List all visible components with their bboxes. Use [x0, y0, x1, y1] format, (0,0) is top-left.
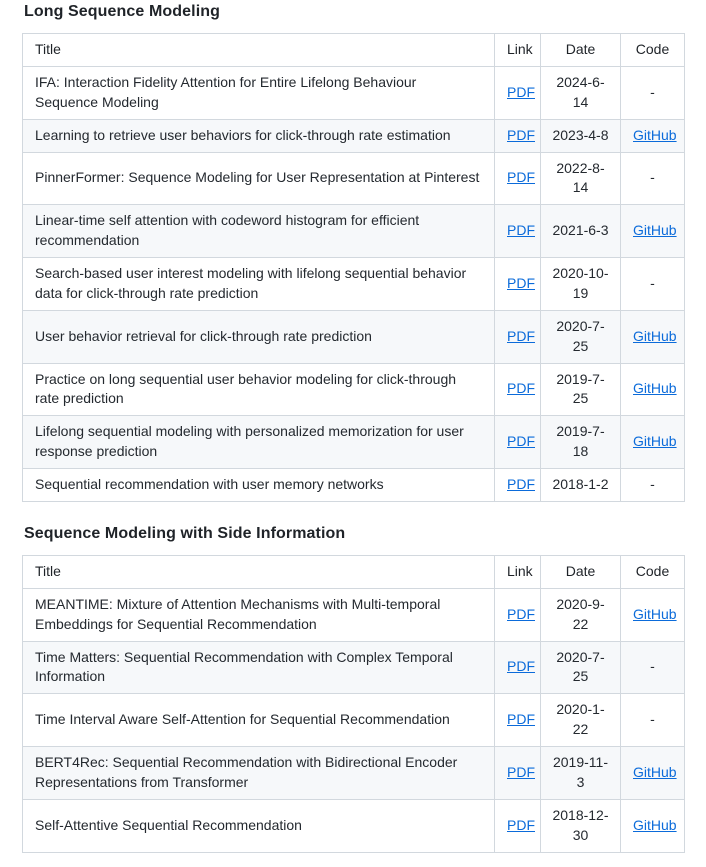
paper-section [22, 525, 685, 853]
code-cell: - [621, 152, 685, 205]
date-value: 2020-1-22 [541, 694, 621, 747]
table-row [23, 747, 685, 800]
table-row [23, 694, 685, 747]
link-cell [495, 416, 541, 469]
date-value: 2020-7-25 [541, 641, 621, 694]
paper-title: Time Interval Aware Self-Attention for Sequential Recommendation [23, 694, 495, 747]
papers-table [22, 33, 685, 502]
pdf-link[interactable]: PDF [507, 763, 535, 780]
date-value: 2020-9-22 [541, 588, 621, 641]
code-cell: - [621, 469, 685, 502]
table-row [23, 205, 685, 258]
table-row [23, 119, 685, 152]
paper-title: Linear-time self attention with codeword histogram for efficient recommendation [23, 205, 495, 258]
pdf-link[interactable]: PDF [507, 658, 535, 675]
table-row [23, 66, 685, 119]
paper-title: Learning to retrieve user behaviors for click-through rate estimation [23, 119, 495, 152]
column-header-date: Date [541, 34, 621, 67]
pdf-link[interactable]: PDF [507, 274, 535, 291]
paper-title: Sequential recommendation with user memory networks [23, 469, 495, 502]
link-cell [495, 205, 541, 258]
paper-title: BERT4Rec: Sequential Recommendation with Bidirectional Encoder Representations from Transformer [23, 747, 495, 800]
link-cell [495, 694, 541, 747]
code-cell: - [621, 66, 685, 119]
link-cell [495, 747, 541, 800]
date-value: 2023-4-8 [541, 119, 621, 152]
pdf-link[interactable]: PDF [507, 126, 535, 143]
pdf-link[interactable]: PDF [507, 169, 535, 186]
paper-title: User behavior retrieval for click-through rate prediction [23, 310, 495, 363]
code-cell: - [621, 641, 685, 694]
column-header-link: Link [495, 555, 541, 588]
github-link[interactable]: GitHub [633, 327, 677, 344]
table-row [23, 641, 685, 694]
section-heading: Long Sequence Modeling [24, 3, 220, 20]
pdf-link[interactable]: PDF [507, 83, 535, 100]
paper-title: PinnerFormer: Sequence Modeling for User Representation at Pinterest [23, 152, 495, 205]
github-link[interactable]: GitHub [633, 126, 677, 143]
link-cell [495, 66, 541, 119]
link-cell [495, 363, 541, 416]
code-cell: - [621, 694, 685, 747]
column-header-code: Code [621, 555, 685, 588]
date-value: 2020-7-25 [541, 310, 621, 363]
code-cell [621, 416, 685, 469]
code-cell [621, 363, 685, 416]
paper-title: MEANTIME: Mixture of Attention Mechanisms with Multi-temporal Embeddings for Sequential Recommendation [23, 588, 495, 641]
link-cell [495, 799, 541, 852]
table-row [23, 363, 685, 416]
table-row [23, 152, 685, 205]
paper-title: Practice on long sequential user behavior modeling for click-through rate prediction [23, 363, 495, 416]
paper-title: Lifelong sequential modeling with personalized memorization for user response prediction [23, 416, 495, 469]
code-cell [621, 747, 685, 800]
table-row [23, 588, 685, 641]
table-header-row [23, 555, 685, 588]
github-link[interactable]: GitHub [633, 816, 677, 833]
paper-title: Self-Attentive Sequential Recommendation [23, 799, 495, 852]
table-row [23, 469, 685, 502]
link-cell [495, 588, 541, 641]
paper-title: IFA: Interaction Fidelity Attention for Entire Lifelong Behaviour Sequence Modeling [23, 66, 495, 119]
table-row [23, 258, 685, 311]
link-cell [495, 258, 541, 311]
table-header-row [23, 34, 685, 67]
link-cell [495, 119, 541, 152]
date-value: 2022-8-14 [541, 152, 621, 205]
column-header-link: Link [495, 34, 541, 67]
pdf-link[interactable]: PDF [507, 380, 535, 397]
paper-title: Search-based user interest modeling with lifelong sequential behavior data for click-through rate prediction [23, 258, 495, 311]
date-value: 2024-6-14 [541, 66, 621, 119]
pdf-link[interactable]: PDF [507, 605, 535, 622]
code-cell [621, 119, 685, 152]
date-value: 2019-7-18 [541, 416, 621, 469]
pdf-link[interactable]: PDF [507, 222, 535, 239]
link-cell [495, 469, 541, 502]
pdf-link[interactable]: PDF [507, 816, 535, 833]
column-header-title: Title [23, 555, 495, 588]
column-header-date: Date [541, 555, 621, 588]
column-header-code: Code [621, 34, 685, 67]
papers-table [22, 555, 685, 853]
github-link[interactable]: GitHub [633, 763, 677, 780]
pdf-link[interactable]: PDF [507, 327, 535, 344]
table-row [23, 416, 685, 469]
date-value: 2018-1-2 [541, 469, 621, 502]
paper-title: Time Matters: Sequential Recommendation with Complex Temporal Information [23, 641, 495, 694]
paper-section [22, 3, 685, 502]
code-cell [621, 588, 685, 641]
pdf-link[interactable]: PDF [507, 711, 535, 728]
github-link[interactable]: GitHub [633, 380, 677, 397]
date-value: 2018-12-30 [541, 799, 621, 852]
link-cell [495, 641, 541, 694]
code-cell [621, 310, 685, 363]
github-link[interactable]: GitHub [633, 605, 677, 622]
link-cell [495, 310, 541, 363]
github-link[interactable]: GitHub [633, 222, 677, 239]
column-header-title: Title [23, 34, 495, 67]
code-cell [621, 205, 685, 258]
code-cell [621, 799, 685, 852]
date-value: 2021-6-3 [541, 205, 621, 258]
date-value: 2019-7-25 [541, 363, 621, 416]
table-row [23, 799, 685, 852]
link-cell [495, 152, 541, 205]
github-link[interactable]: GitHub [633, 433, 677, 450]
pdf-link[interactable]: PDF [507, 433, 535, 450]
date-value: 2020-10-19 [541, 258, 621, 311]
date-value: 2019-11-3 [541, 747, 621, 800]
table-row [23, 310, 685, 363]
pdf-link[interactable]: PDF [507, 476, 535, 492]
section-heading: Sequence Modeling with Side Information [24, 524, 346, 542]
code-cell: - [621, 258, 685, 311]
